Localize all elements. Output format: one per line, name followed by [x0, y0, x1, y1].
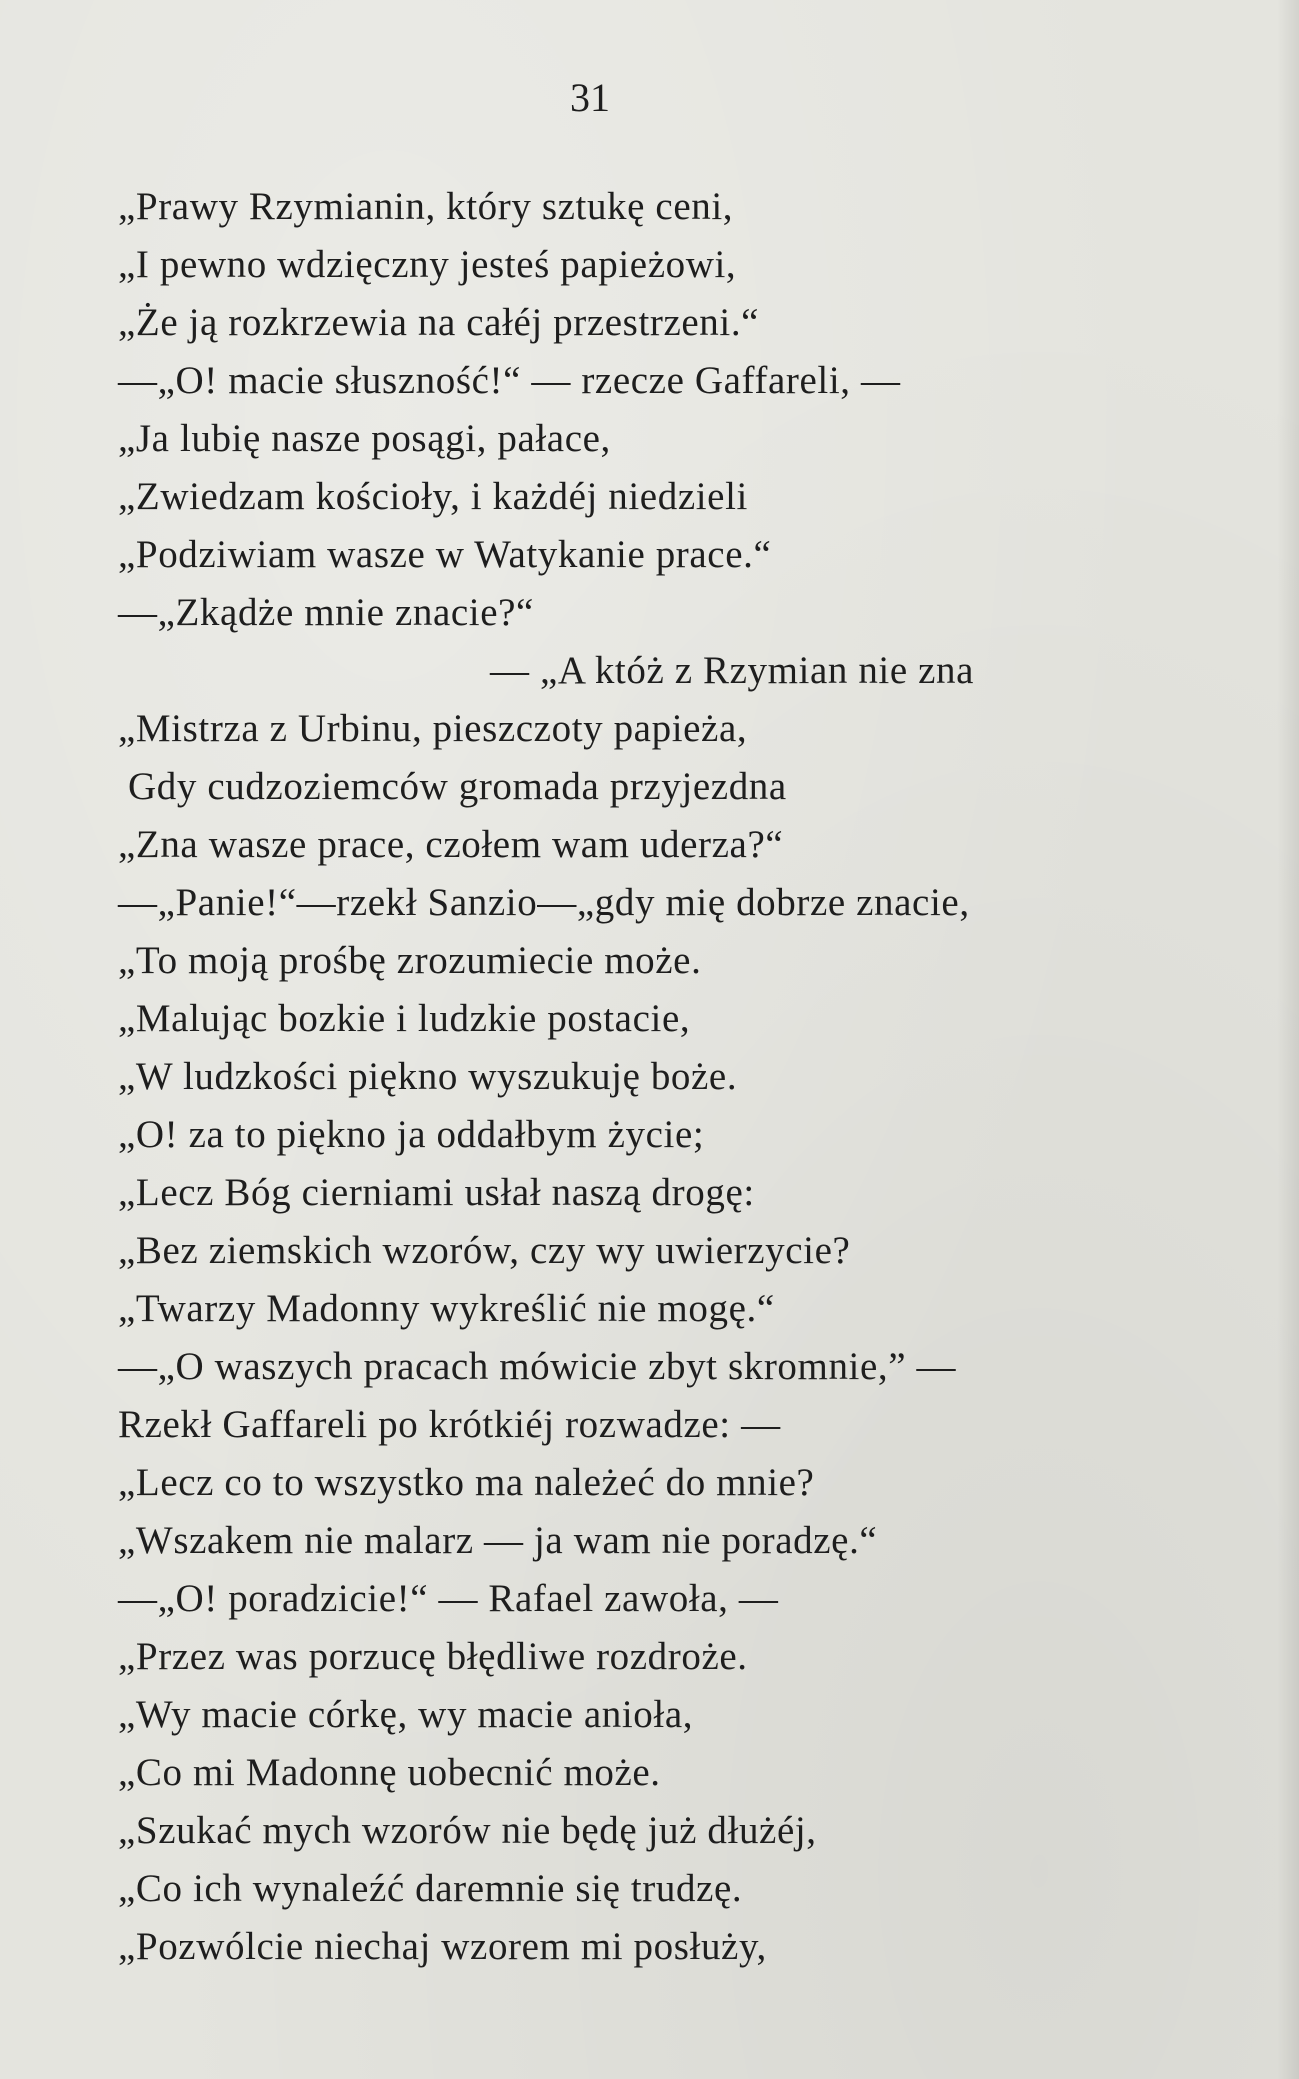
poem-line: „Co mi Madonnę uobecnić może.	[118, 1751, 661, 1794]
poem-line: „Mistrza z Urbinu, pieszczoty papieża,	[118, 707, 748, 750]
poem-line: „Przez was porzucę błędliwe rozdroże.	[118, 1635, 748, 1678]
poem-line: „Szukać mych wzorów nie będę już dłużéj,	[118, 1809, 817, 1852]
poem-line: „Wszakem nie malarz — ja wam nie poradzę.“	[118, 1519, 878, 1562]
poem-line: „Zwiedzam kościoły, i każdéj niedzieli	[118, 475, 748, 518]
poem-line: „Lecz co to wszystko ma należeć do mnie?	[118, 1461, 815, 1504]
poem-line: „I pewno wdzięczny jesteś papieżowi,	[118, 243, 737, 286]
poem-line: Gdy cudzoziemców gromada przyjezdna	[128, 765, 787, 808]
poem-line: „Że ją rozkrzewia na całéj przestrzeni.“	[118, 301, 760, 344]
poem-line: —„Zkądże mnie znacie?“	[118, 591, 534, 634]
poem-line: „Prawy Rzymianin, który sztukę ceni,	[118, 185, 734, 228]
poem-line: —„O! poradzicie!“ — Rafael zawoła, —	[118, 1577, 779, 1620]
poem-line: „Pozwólcie niechaj wzorem mi posłuży,	[118, 1925, 767, 1968]
poem-line: „Malując bozkie i ludzkie postacie,	[118, 997, 691, 1040]
poem-line: —„O waszych pracach mówicie zbyt skromnie,” —	[118, 1345, 957, 1388]
page-edge-shadow	[1277, 0, 1299, 2079]
poem-line: —„O! macie słuszność!“ — rzecze Gaffareli, —	[118, 359, 901, 402]
poem-line: Rzekł Gaffareli po krótkiéj rozwadze: —	[118, 1403, 781, 1446]
poem-line: —„Panie!“—rzekł Sanzio—„gdy mię dobrze znacie,	[118, 881, 970, 924]
poem-line: „Zna wasze prace, czołem wam uderza?“	[118, 823, 784, 866]
poem-line: „Twarzy Madonny wykreślić nie mogę.“	[118, 1287, 775, 1330]
poem-line: „W ludzkości piękno wyszukuję boże.	[118, 1055, 738, 1098]
poem-line: „O! za to piękno ja oddałbym życie;	[118, 1113, 705, 1156]
poem-line: „Podziwiam wasze w Watykanie prace.“	[118, 533, 772, 576]
poem-line: „Wy macie córkę, wy macie anioła,	[118, 1693, 694, 1736]
poem-line: „Co ich wynaleźć daremnie się trudzę.	[118, 1867, 743, 1910]
poem-line: „To moją prośbę zrozumiecie może.	[118, 939, 702, 982]
poem-line: „Ja lubię nasze posągi, pałace,	[118, 417, 611, 460]
poem-line: — „A któż z Rzymian nie zna	[490, 649, 975, 692]
poem-line: „Bez ziemskich wzorów, czy wy uwierzycie?	[118, 1229, 851, 1272]
page-number: 31	[570, 75, 610, 120]
poem-line: „Lecz Bóg cierniami usłał naszą drogę:	[118, 1171, 755, 1214]
